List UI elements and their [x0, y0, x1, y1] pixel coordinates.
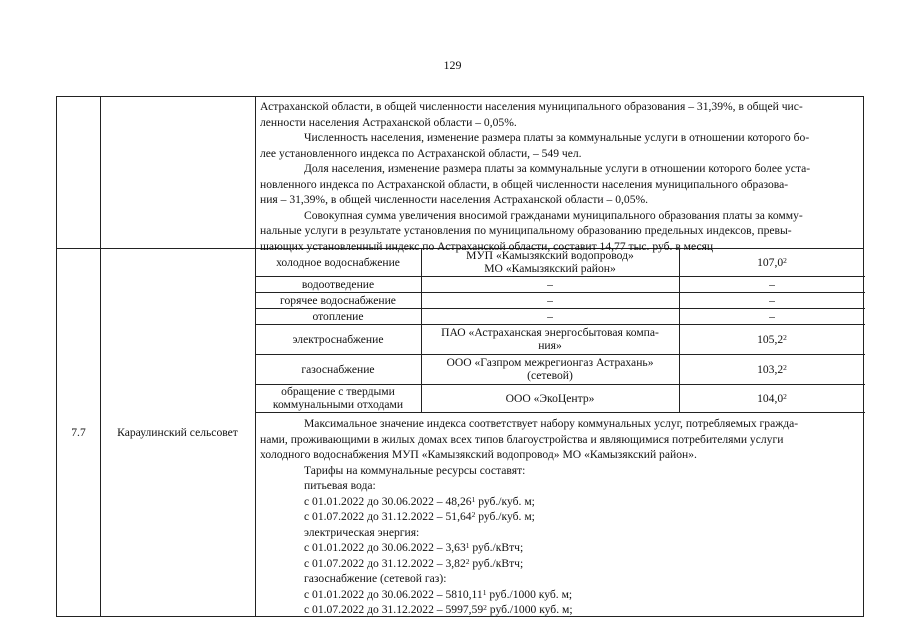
tariff-unit: руб./кВтч; — [469, 541, 524, 554]
provider-name: – — [547, 293, 553, 307]
index-number: 103,2 — [757, 362, 784, 376]
tariff-line — [304, 494, 535, 510]
provider-name: ООО «Газпром межрегионгаз Астрахань» (сетевой) — [446, 356, 654, 382]
paragraph-line: Максимальное значение индекса соответствует набору коммунальных услуг, потребляемых гражда- — [304, 417, 799, 430]
service-name: холодное водоснабжение — [276, 255, 400, 269]
footnote-mark: 1 — [471, 494, 476, 504]
footnote-mark: 2 — [783, 391, 787, 401]
paragraph-line: шающих установленный индекс по Астраханской области, составит 14,77 тыс. руб. в месяц — [260, 239, 714, 253]
footnote-mark: 2 — [783, 362, 787, 372]
footnote-mark: 2 — [465, 556, 470, 566]
tariff-unit: руб./1000 куб. м; — [486, 587, 573, 601]
index-number: – — [769, 277, 775, 291]
paragraph-line: нальные услуги в результате установления по муниципальному образованию предельных индексов, превы- — [260, 224, 792, 237]
tariff-line — [304, 509, 535, 525]
page-number: 129 — [443, 58, 462, 72]
footnote-mark: 1 — [465, 541, 470, 550]
tariff-period: с 01.01.2022 до 30.06.2022 – 48,26 — [304, 494, 472, 508]
paragraph-line: ния – 31,39%, в общей численности населения Астраханской области – 0,05%. — [260, 193, 649, 206]
provider-name: – — [547, 277, 553, 291]
index-value — [679, 308, 865, 324]
footnote-mark: 2 — [471, 510, 476, 519]
paragraph-line: ленности населения Астраханской области – 0,05%. — [260, 115, 517, 129]
footnote-mark: 1 — [482, 587, 487, 597]
tariff-unit: руб./куб. м; — [475, 494, 535, 508]
tariff-heading: газоснабжение (сетевой газ): — [304, 572, 447, 585]
index-value — [679, 292, 865, 308]
index-value — [679, 384, 865, 412]
tariff-unit: руб./куб. м; — [475, 510, 535, 523]
paragraph-line: нами, проживающими в жилых домах всех типов благоустройства и являющимися потребителями услуги — [260, 432, 784, 446]
tariff-line — [304, 540, 523, 556]
tariff-line — [304, 587, 572, 603]
paragraph-line: лее установленного индекса по Астраханской области, – 549 чел. — [260, 146, 582, 160]
footnote-mark: 2 — [783, 255, 787, 265]
tariff-period: с 01.07.2022 до 31.12.2022 – 5997,59 — [304, 603, 484, 616]
column-border — [100, 97, 101, 616]
tariff-period: с 01.07.2022 до 31.12.2022 – 51,64 — [304, 510, 472, 523]
paragraph-line: Численность населения, изменение размера платы за коммунальные услуги в отношении которого бо- — [304, 131, 810, 144]
table-bottom-border — [56, 616, 864, 617]
provider-name: ПАО «Астраханская энергосбытовая компа- ния» — [441, 326, 659, 352]
tariff-unit: руб./1000 куб. м; — [486, 603, 573, 616]
tariff-period: с 01.01.2022 до 30.06.2022 – 3,63 — [304, 541, 466, 554]
index-number: – — [769, 309, 775, 323]
row-number: 7.7 — [71, 425, 86, 439]
index-value — [679, 276, 865, 292]
paragraph-line: Доля населения, изменение размера платы за коммунальные услуги в отношении которого более уста- — [304, 162, 811, 175]
tariff-heading: питьевая вода: — [304, 479, 376, 492]
index-value — [679, 324, 865, 354]
tariff-period: с 01.07.2022 до 31.12.2022 – 3,82 — [304, 556, 466, 570]
document-table — [56, 96, 864, 616]
tariff-period: с 01.01.2022 до 30.06.2022 – 5810,11 — [304, 587, 483, 601]
service-name: газоснабжение — [301, 362, 375, 376]
provider-name: МУП «Камызякский водопровод» МО «Камызякский район» — [466, 249, 634, 275]
provider-name: ООО «ЭкоЦентр» — [505, 391, 595, 405]
paragraph-line: холодного водоснабжения МУП «Камызякский водопровод» МО «Камызякский район». — [260, 448, 697, 461]
index-number: – — [769, 293, 775, 307]
provider-name: – — [547, 309, 553, 323]
footnote-mark: 2 — [783, 332, 787, 342]
service-name: водоотведение — [301, 277, 375, 291]
service-name: отопление — [312, 309, 364, 323]
index-number: 107,0 — [757, 255, 784, 269]
footnote-mark: 2 — [483, 603, 487, 612]
municipality-name: Караулинский сельсовет — [117, 425, 238, 439]
service-name: электроснабжение — [292, 332, 384, 346]
index-value — [679, 354, 865, 384]
service-name: обращение с твердыми коммунальными отходами — [272, 385, 404, 411]
service-name: горячее водоснабжение — [280, 293, 396, 307]
index-number: 104,0 — [757, 391, 784, 405]
paragraph-line: новленного индекса по Астраханской области, в общей численности населения муниципального образова- — [260, 177, 789, 191]
tariff-heading: электрическая энергия: — [304, 525, 420, 539]
row-separator — [255, 412, 865, 413]
tariff-unit: руб./кВтч; — [469, 556, 524, 570]
index-value — [679, 248, 865, 276]
tariff-line — [304, 556, 523, 572]
tariffs-title: Тарифы на коммунальные ресурсы составят: — [304, 463, 526, 477]
paragraph-line: Астраханской области, в общей численности населения муниципального образования – 31,39%, в общей чис- — [260, 100, 803, 113]
paragraph-line: Совокупная сумма увеличения вносимой гражданами муниципального образования платы за комму- — [304, 208, 803, 222]
index-number: 105,2 — [757, 332, 784, 346]
